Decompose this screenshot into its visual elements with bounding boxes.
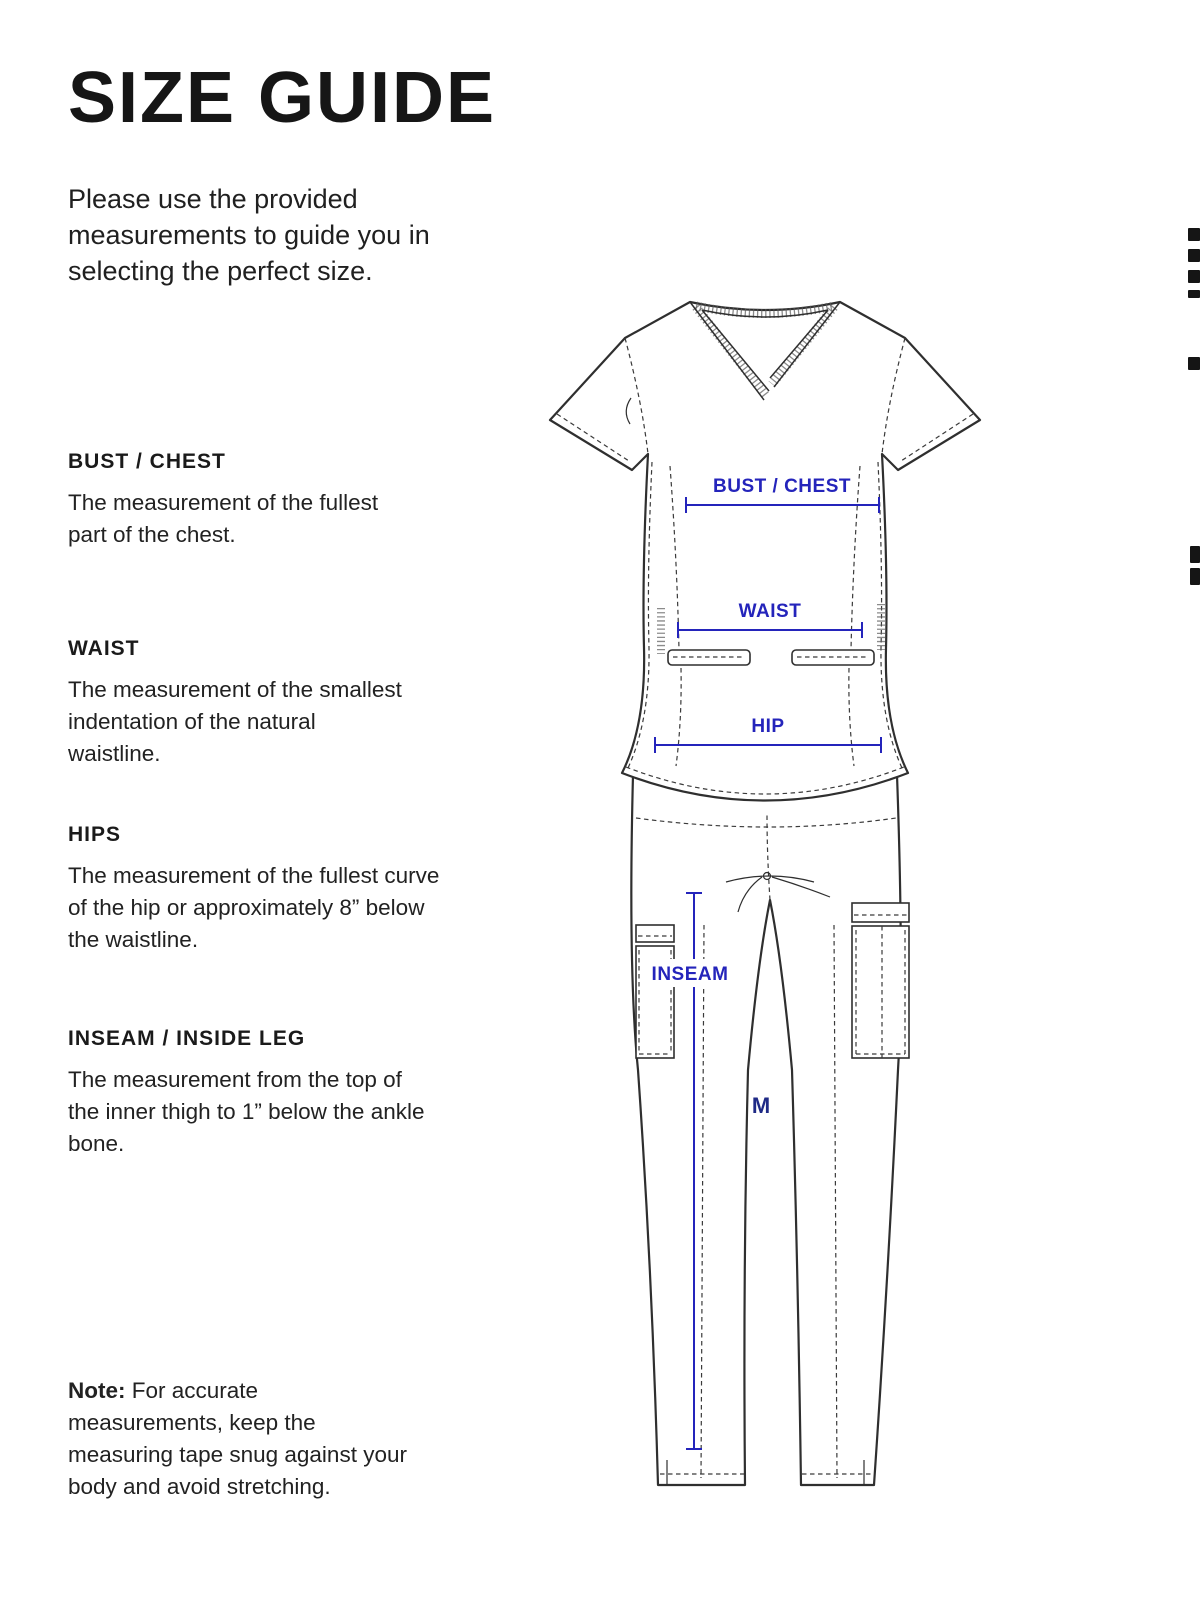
page-title: SIZE GUIDE xyxy=(68,58,497,138)
clipped-glyph xyxy=(1188,270,1200,283)
section-waist xyxy=(68,637,403,770)
clipped-glyph xyxy=(1188,249,1200,262)
section-hips xyxy=(68,823,458,956)
garment-measurement-diagram xyxy=(530,270,1010,1520)
measurement-note xyxy=(68,1375,418,1503)
scrub-pants-drawing xyxy=(631,775,909,1485)
waist-measure-label: WAIST xyxy=(738,601,802,622)
section-body-hips: The measurement of the fullest curve of the hip or approximately 8” below the waistline. xyxy=(68,863,440,952)
clipped-glyph xyxy=(1190,568,1200,585)
clipped-glyph xyxy=(1188,357,1200,370)
clipped-glyph xyxy=(1190,546,1200,563)
section-title-waist: WAIST xyxy=(68,637,140,660)
hip-measure-label: HIP xyxy=(751,716,785,737)
section-bust-chest xyxy=(68,450,383,551)
section-title-hips: HIPS xyxy=(68,823,122,846)
bust-measure-label: BUST / CHEST xyxy=(713,476,851,497)
garment-size-letter: M xyxy=(751,1093,771,1118)
clipped-glyph xyxy=(1188,228,1200,241)
section-body-waist: The measurement of the smallest indentation of the natural waistline. xyxy=(68,677,402,766)
section-body-bust: The measurement of the fullest part of the chest. xyxy=(68,490,379,547)
intro-text: Please use the provided measurements to guide you in selecting the perfect size. xyxy=(68,184,430,286)
inseam-measure-label: INSEAM xyxy=(651,964,729,985)
section-title-inseam: INSEAM / INSIDE LEG xyxy=(68,1027,306,1050)
section-body-inseam: The measurement from the top of the inner thigh to 1” below the ankle bone. xyxy=(68,1067,425,1156)
section-inseam xyxy=(68,1027,438,1160)
note-label: Note: xyxy=(68,1378,126,1403)
section-title-bust: BUST / CHEST xyxy=(68,450,226,473)
clipped-glyph xyxy=(1188,290,1200,298)
note-body: For accurate measurements, keep the measuring tape snug against your body and avoid stretching. xyxy=(68,1378,407,1499)
